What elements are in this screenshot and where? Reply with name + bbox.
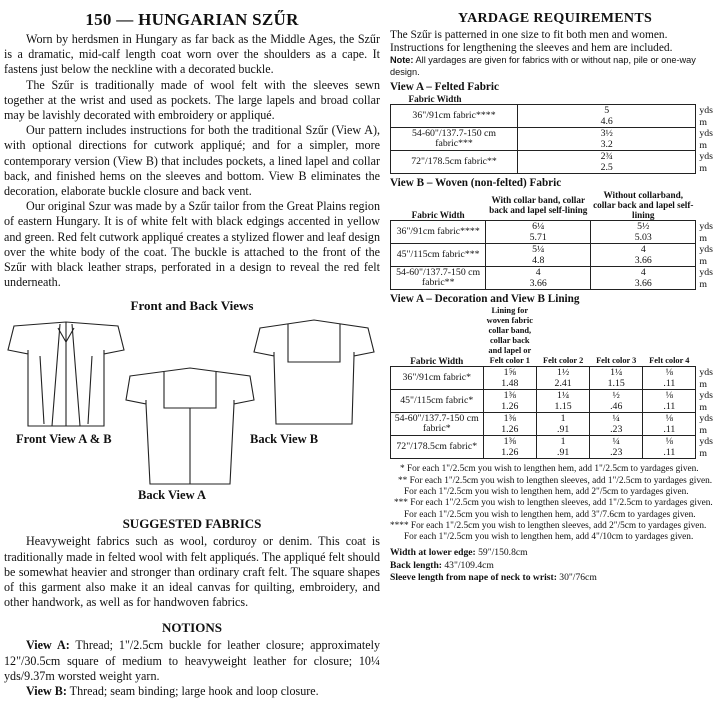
felt-cm-m: .23 [590,424,643,436]
decoration-row [391,390,716,402]
felt-c-yds: ¼ [590,436,643,448]
felt-b-yds: 1½ [537,367,590,379]
fabric-width-cell: 36"/91cm fabric* [391,367,484,390]
yardage-intro-1: The Szűr is patterned in one size to fit both men and women. [390,29,668,41]
felt-bm-m: .91 [537,447,590,459]
note-text: All yardages are given for fabrics with or without nap, pile or one-way design. [390,55,696,77]
view-c-col-width: Fabric Width [410,356,464,367]
fabric-width-cell: 54-60"/137.7-150 cm fabric** [391,267,486,290]
footnotes [390,464,720,543]
note-label: Note: [390,55,414,66]
right-column [390,0,720,585]
unit-yds: yds [699,267,713,279]
decoration-row [391,367,716,379]
yardage-yds-without-collar: 5½ [591,221,696,233]
garment-views [4,316,380,512]
fabric-width-cell: 54-60"/137.7-150 cm fabric*** [391,128,518,151]
yardage-intro-2: Instructions for lengthening the sleeves and hem are included. [390,42,673,55]
felt-c-yds: 1¼ [590,367,643,379]
view-b-woven-table [390,190,716,290]
notions-heading: NOTIONS [162,620,222,636]
decoration-row [391,413,716,425]
yardage-note [390,55,720,78]
yardage-yds-without-collar: 4 [591,267,696,279]
fabrics-heading: SUGGESTED FABRICS [122,516,262,532]
back-length-measurement [390,560,720,572]
description-paragraph-3: Our pattern includes instructions for both the traditional Szűr (View A), with optional directions for cutwork appliqué; and for a simpler, more contemporary version (View B) that includes pockets, a lined lapel and collar back, and finished hems on the sleeves and bottom. View B eliminates the decoration, elaborate buckle closure and back vent. [4,123,380,199]
unit-m: m [699,116,707,128]
unit-yds: yds [699,221,713,233]
yardage-m-with-collar: 5.71 [486,232,591,244]
yardage-yds: 3½ [518,128,696,140]
unit-yds: yds [699,151,713,163]
front-view-label: Front View A & B [16,432,112,447]
view-c-col-felt2: Felt color 2 [542,356,584,366]
felt-am-m: 1.26 [483,447,537,459]
felt-c-yds: ¼ [590,413,643,425]
fabrics-text: Heavyweight fabrics such as wool, corduroy or denim. This coat is traditionally made in felted wool with felt appliqués. The appliqué felt should be somewhat heavier and stronger than ordinary craft felt. The square shapes of this garment also make it an ideal canvas for quilting, embroidery, and other handwork, as well as for handwoven fabrics. [4,534,380,610]
fabric-width-cell: 36"/91cm fabric**** [391,105,518,128]
fabric-width-cell: 45"/115cm fabric* [391,390,484,413]
notion-view-a-text: Thread; 1"/2.5cm buckle for leather closure; approximately 12"/30.5cm square of medium to heavyweight leather for closure; 10¼ yds/9.37m worsted weight yarn. [4,638,380,683]
felt-dm-m: .11 [643,447,696,459]
sleeve-length-label: Sleeve length from nape of neck to wrist: [390,572,557,584]
notion-view-a [4,638,380,684]
view-c-col-felt3: Felt color 3 [596,356,637,366]
description-paragraph-4: Our original Szur was made by a Szűr tailor from the Great Plains region of eastern Hungary. It is of white felt with black edgings accented in yellow and green. Red felt cutwork appliqué creates a stylized flower and leaf design over the white body of the coat. The buckle is attached to the front of the Szűr with black leather straps, perforated in a design to reveal the red felt underneath. [4,199,380,290]
view-b-col-width: Fabric Width [411,210,465,221]
unit-yds: yds [699,436,713,448]
view-a-felted-table [390,94,716,174]
felt-bm-m: .91 [537,424,590,436]
felt-b-yds: 1 [537,413,590,425]
footnote-1: * For each 1"/2.5cm you wish to lengthen hem, add 1"/2.5cm to yardages given. [400,464,699,475]
unit-yds: yds [699,105,713,117]
yardage-m-without-collar: 5.03 [591,232,696,244]
view-a-row [391,128,716,140]
yardage-yds: 2¾ [518,151,696,163]
width-measurement [390,547,720,559]
felt-d-yds: ⅛ [643,413,696,425]
unit-m: m [699,401,707,413]
unit-m: m [699,278,707,290]
felt-bm-m: 2.41 [537,378,590,390]
front-view-drawing [8,322,124,426]
description-paragraph-2: The Szűr is traditionally made of wool felt with the sleeves sewn together at the wrist and used as pockets. The large lapels and broad collar may be lavishly decorated with embroidery or appliqué. [4,77,380,123]
yardage-m: 3.2 [518,139,696,151]
views-heading: Front and Back Views [130,298,254,314]
view-a-row [391,105,716,117]
description-paragraph-1: Worn by herdsmen in Hungary as far back as the Middle Ages, the Szűr is a dramatic, mid-calf length coat worn over the shoulders as a cape. It fastens just below the neckline with a decorated buckle. [4,32,380,77]
felt-d-yds: ⅛ [643,436,696,448]
yardage-title: YARDAGE REQUIREMENTS [457,11,653,26]
decoration-row [391,436,716,448]
view-b-row [391,267,716,279]
felt-c-yds: ½ [590,390,643,402]
notion-view-a-label: View A: [26,638,70,653]
pattern-title: 150 — HUNGARIAN SZŰR [85,10,299,29]
felt-dm-m: .11 [643,401,696,413]
fabric-width-cell: 72"/178.5cm fabric* [391,436,484,459]
view-a-felted-heading: View A – Felted Fabric [390,81,499,94]
fabric-width-cell: 54-60"/137.7-150 cm fabric* [391,413,484,436]
unit-m: m [699,424,707,436]
felt-a-yds: 1⅜ [483,413,537,425]
yardage-m: 2.5 [518,162,696,174]
decoration-lining-heading: View A – Decoration and View B Lining [390,293,580,306]
unit-m: m [699,447,707,459]
unit-yds: yds [699,367,713,379]
notion-view-b-label: View B: [26,684,67,699]
felt-d-yds: ⅛ [643,390,696,402]
fabric-width-cell: 72"/178.5cm fabric** [391,151,518,174]
felt-am-m: 1.26 [483,401,537,413]
yardage-m-with-collar: 4.8 [486,255,591,267]
unit-yds: yds [699,244,713,256]
felt-dm-m: .11 [643,378,696,390]
sleeve-length-value: 30"/76cm [556,572,597,584]
back-length-value: 43"/109.4cm [441,559,494,571]
yardage-m: 4.6 [518,116,696,128]
unit-m: m [699,139,707,151]
view-a-col-width: Fabric Width [408,94,462,105]
back-view-a-drawing [126,368,254,484]
felt-dm-m: .11 [643,424,696,436]
felt-b-yds: 1 [537,436,590,448]
view-b-row [391,221,716,233]
yardage-m-with-collar: 3.66 [486,278,591,290]
view-b-row [391,244,716,256]
garment-illustration [4,316,380,512]
width-value: 59"/150.8cm [475,547,528,559]
notion-view-b [4,684,380,699]
measurements [390,547,720,584]
yardage-yds-with-collar: 4 [486,267,591,279]
unit-yds: yds [699,390,713,402]
sleeve-length-measurement [390,572,720,584]
footnote-4: **** For each 1"/2.5cm you wish to lengthen sleeves, add 2"/5cm to yardages given. For each 1"/2.5cm you wish to lengthen hem, add 4"/10cm to yardages given. [390,520,707,543]
felt-am-m: 1.26 [483,424,537,436]
back-view-a-label: Back View A [138,488,207,503]
felt-d-yds: ⅛ [643,367,696,379]
unit-m: m [699,255,707,267]
felt-cm-m: .46 [590,401,643,413]
fabric-width-cell: 45"/115cm fabric*** [391,244,486,267]
yardage-m-without-collar: 3.66 [591,255,696,267]
felt-cm-m: 1.15 [590,378,643,390]
felt-a-yds: 1⅝ [483,367,537,379]
footnote-2: ** For each 1"/2.5cm you wish to lengthen sleeves, add 1"/2.5cm to yardages given. For each 1"/2.5cm you wish to lengthen hem, add 2"/5cm to yardages given. [398,475,713,497]
unit-yds: yds [699,128,713,140]
footnote-3: *** For each 1"/2.5cm you wish to lengthen sleeves, add 1"/2.5cm to yardages given. For each 1"/2.5cm you wish to lengthen hem, add 3"/7.6cm to yardages given. [394,498,713,520]
view-c-col-felt1: Lining for woven fabric collar band, collar back and lapel or Felt color 1 [486,306,533,366]
view-c-col-felt4: Felt color 4 [649,356,690,366]
felt-am-m: 1.48 [483,378,537,390]
notion-view-b-text: Thread; seam binding; large hook and loop closure. [66,684,319,699]
width-label: Width at lower edge: [390,547,476,559]
yardage-m-without-collar: 3.66 [591,278,696,290]
back-view-b-drawing [254,320,374,424]
felt-b-yds: 1¼ [537,390,590,402]
felt-cm-m: .23 [590,447,643,459]
view-b-woven-heading: View B – Woven (non-felted) Fabric [390,177,562,190]
yardage-yds-with-collar: 6¼ [486,221,591,233]
yardage-yds-with-collar: 5¼ [486,244,591,256]
unit-m: m [699,232,707,244]
view-a-row [391,151,716,163]
left-column [4,0,380,699]
unit-m: m [699,162,707,174]
yardage-yds-without-collar: 4 [591,244,696,256]
view-b-col-without-collar: Without collarband, collar back and lapel self-lining [593,190,694,221]
unit-yds: yds [699,413,713,425]
fabric-width-cell: 36"/91cm fabric**** [391,221,486,244]
felt-a-yds: 1⅜ [483,390,537,402]
unit-m: m [699,378,707,390]
back-length-label: Back length: [390,559,442,571]
felt-a-yds: 1⅜ [483,436,537,448]
view-b-col-with-collar: With collar band, collar back and lapel self-lining [489,195,588,216]
decoration-lining-table [390,306,716,459]
felt-bm-m: 1.15 [537,401,590,413]
back-view-b-label: Back View B [250,432,319,447]
yardage-yds: 5 [518,105,696,117]
